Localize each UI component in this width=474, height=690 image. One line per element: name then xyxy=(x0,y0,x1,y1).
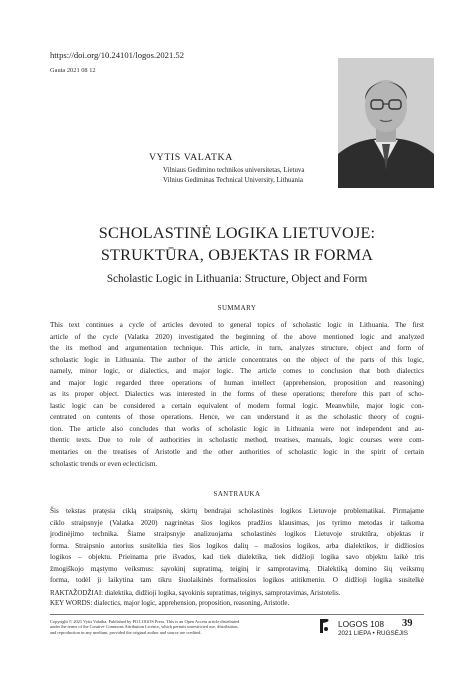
article-title-line-2: STRUKTŪRA, OBJEKTAS IR FORMA xyxy=(100,246,374,264)
santrauka-text xyxy=(50,506,424,587)
summary-line: centrated on contents of those operations. Hence, we can understand it as the scholastic theory of cogni- xyxy=(50,413,424,422)
journal-issue: 2021 LIEPA • RUGSĖJIS xyxy=(338,630,408,637)
author-photo xyxy=(338,58,434,188)
summary-line: the its method and argumentation technique. This article, in turn, analyzes structure, object and form of xyxy=(50,344,424,353)
summary-line: mentaries on the treatises of Aristotle and the other authorities of scholastic logic in the spirit of certain xyxy=(50,448,424,457)
summary-line: scholastic trends or even eclecticism. xyxy=(50,459,158,468)
copyright-line: and reproduction in any medium, provided the original author and source are credited. xyxy=(50,629,202,635)
article-title-english: Scholastic Logic in Lithuania: Structure, Object and Form xyxy=(106,273,368,285)
copyright-line: Copyright © 2021 Vytis Valatka. Published by PO LOGOS Press. This is an Open Access article distributed xyxy=(50,619,240,624)
summary-line: namely, minor logic, or dialectics, and major logic. The article comes to conclusion that both dialectics xyxy=(50,367,424,376)
summary-line: as its proper object. Dialectics was interested in the forms of these operations; therefore this part of scho- xyxy=(50,390,424,399)
author-name: VYTIS VALATKA xyxy=(149,152,233,163)
summary-heading: SUMMARY xyxy=(217,305,257,312)
summary-line: tion. The article also concludes that works of scholastic logic in Lithuania were not independent and au- xyxy=(50,424,424,433)
santrauka-line: forma. Straipsnio autorius susitelkia ties šios logikos dalių – mažosios logikos, arba dialektikos, ir didžiosios xyxy=(50,541,424,550)
santrauka-line: logikos – objektu. Prieinama prie išvados, kad tiek dialektika, tiek didžioji logika savo objektu laikė tris xyxy=(50,553,424,562)
santrauka-line: žmogiškojo mąstymo veiksmus: sąvokinį supratimą, teiginį ir samprotavimą. Dialektiką domino šių veiksmų xyxy=(50,564,424,573)
santrauka-line: Šis tekstas pratęsia ciklą straipsnių, skirtų bendrajai scholastinės logikos Lietuvoje problematikai. Pirmajame xyxy=(50,507,424,515)
page-number: 39 xyxy=(402,618,413,629)
summary-line: This text continues a cycle of articles devoted to general topics of scholastic logic in Lithuania. The first xyxy=(50,321,424,329)
article-title-line-1: SCHOLASTINĖ LOGIKA LIETUVOJE: xyxy=(98,224,376,242)
keywords-en: KEY WORDS: dialectics, major logic, apprehension, proposition, reasoning, Aristotle. xyxy=(50,600,290,607)
author-affiliation-en: Vilnius Gediminas Technical University, Lithuania xyxy=(163,177,303,184)
santrauka-line: forma, todėl ji laikytina tam tikru šiuolaikinės formaliosios logikos atitikmeniu. O didžioji logika susitelkė xyxy=(50,576,424,585)
doi-link[interactable]: https://doi.org/10.24101/logos.2021.52 xyxy=(50,50,185,60)
summary-line: article of the cycle (Valatka 2020) investigated the beginning of the above mentioned logic and analyzed xyxy=(50,332,424,341)
summary-line: lastic logic can be considered a certain equivalent of modern formal logic. Meanwhile, major logic con- xyxy=(50,401,424,410)
santrauka-heading: SANTRAUKA xyxy=(213,491,261,498)
summary-line: and major logic regarded three operations of human intellect (apprehension, proposition and reasoning) xyxy=(50,378,424,387)
keywords-lt: RAKTAŽODŽIAI: dialektika, didžioji logika, sąvokinis supratimas, teiginys, samprotavimas, Aristotelis. xyxy=(50,590,341,597)
logos-logo-icon xyxy=(318,618,330,634)
journal-name: LOGOS 108 xyxy=(338,619,385,629)
summary-text xyxy=(50,320,424,470)
summary-line: thentic texts. Due to role of authorities in scholastic method, treatises, manuals, logic courses were com- xyxy=(50,436,424,445)
copyright-notice xyxy=(50,619,290,635)
summary-line: scholastic logic in Lithuania. The author of the article concentrates on the object of the parts of this logic, xyxy=(50,355,424,364)
santrauka-line: įrodinėjimo technika. Šiame straipsnyje analizuojama scholastinės logikos Lietuvoje struktūra, objektas ir xyxy=(50,530,424,539)
santrauka-line: ciklo straipsnyje (Valatka 2020) nagrinėtas šios logikos pradžios klausimas, jos tyrimo metodas ir taikoma xyxy=(50,518,424,527)
received-date: Gauta 2021 08 12 xyxy=(50,67,96,74)
footer-divider xyxy=(50,614,424,615)
author-affiliation-lt: Vilniaus Gedimino technikos universitetas, Lietuva xyxy=(163,167,305,174)
copyright-line: under the terms of the Creative Commons Attribution Licence, which permits unrestricted use, distribution, xyxy=(50,624,239,630)
